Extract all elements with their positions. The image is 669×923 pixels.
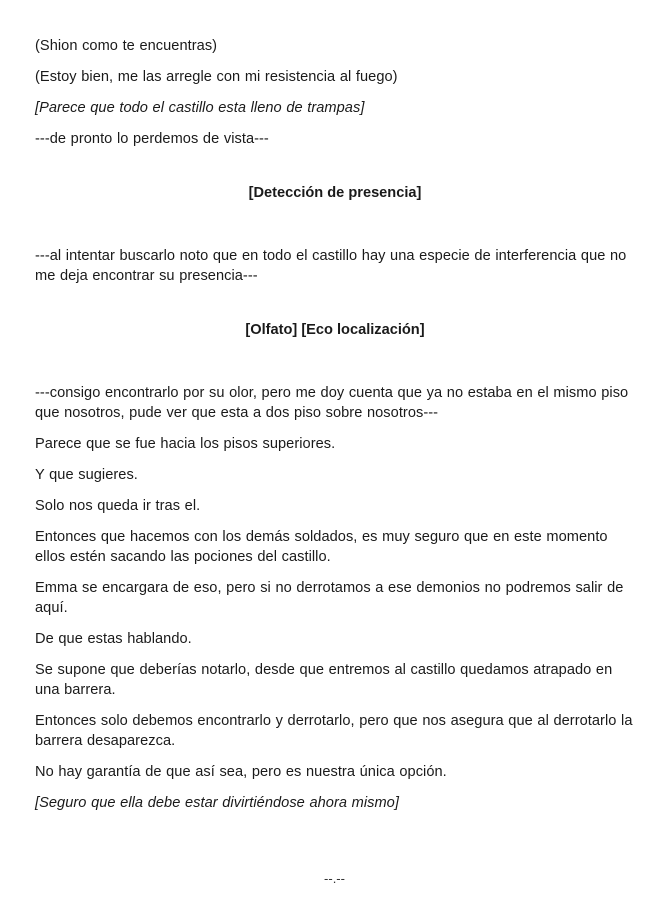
paragraph: De que estas hablando. (35, 631, 192, 647)
document-page (35, 36, 635, 824)
page-footer-mark: --.-- (324, 871, 345, 886)
section-heading: [Olfato] [Eco localización] (245, 322, 425, 338)
section-heading: [Detección de presencia] (248, 185, 422, 201)
paragraph: ---de pronto lo perdemos de vista--- (35, 131, 269, 147)
paragraph: (Shion como te encuentras) (35, 38, 218, 54)
paragraph-italic: [Seguro que ella debe estar divirtiéndose ahora mismo] (35, 795, 399, 811)
paragraph: Y que sugieres. (35, 467, 138, 483)
paragraph: Se supone que deberías notarlo, desde que entremos al castillo quedamos atrapado en una barrera. (35, 662, 613, 698)
paragraph: ---consigo encontrarlo por su olor, pero me doy cuenta que ya no estaba en el mismo piso que nosotros, pude ver que esta a dos piso sobre nosotros--- (35, 385, 629, 421)
paragraph: (Estoy bien, me las arregle con mi resistencia al fuego) (35, 69, 398, 85)
paragraph: Emma se encargara de eso, pero si no derrotamos a ese demonios no podremos salir de aquí. (35, 580, 624, 616)
paragraph: Entonces que hacemos con los demás soldados, es muy seguro que en este momento ellos estén sacando las pociones del castillo. (35, 529, 608, 565)
paragraph: ---al intentar buscarlo noto que en todo el castillo hay una especie de interferencia que no me deja encontrar su presencia--- (35, 248, 627, 284)
paragraph: No hay garantía de que así sea, pero es nuestra única opción. (35, 764, 447, 780)
paragraph-italic: [Parece que todo el castillo esta lleno de trampas] (35, 100, 365, 116)
paragraph: Parece que se fue hacia los pisos superiores. (35, 436, 336, 452)
paragraph: Solo nos queda ir tras el. (35, 498, 201, 514)
paragraph: Entonces solo debemos encontrarlo y derrotarlo, pero que nos asegura que al derrotarlo la barrera desaparezca. (35, 713, 633, 749)
